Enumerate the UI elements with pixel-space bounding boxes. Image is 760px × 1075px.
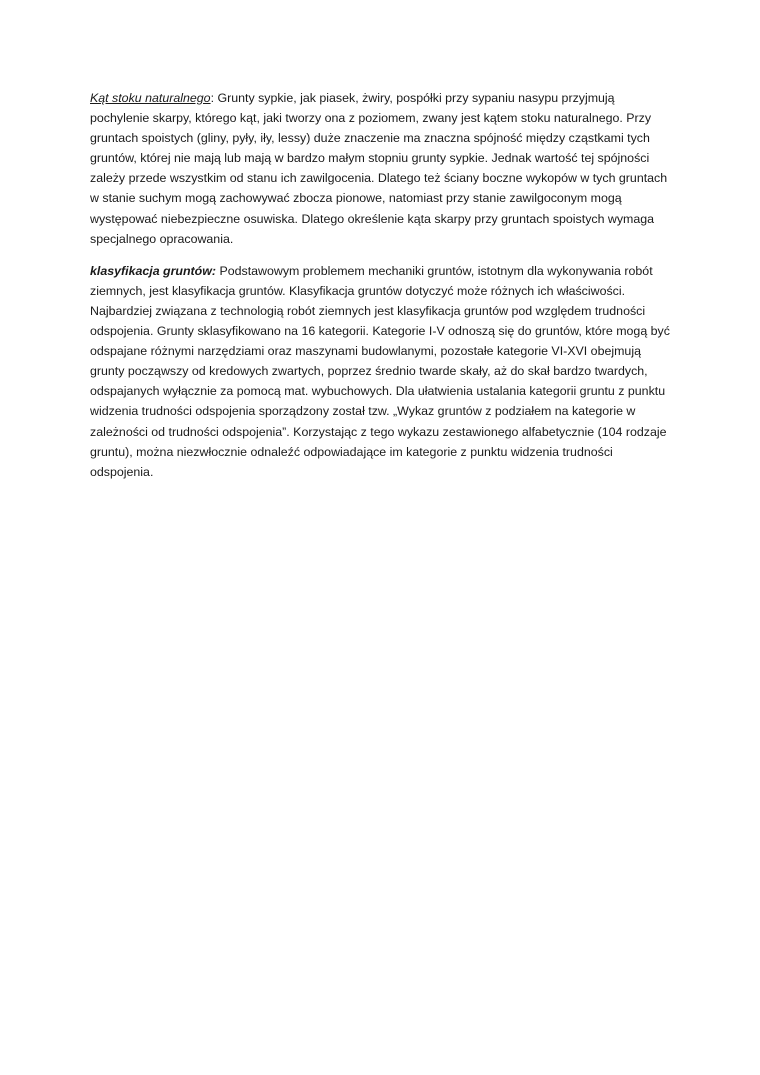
- term-natural-slope-angle: Kąt stoku naturalnego: [90, 91, 211, 105]
- term-separator: :: [210, 91, 215, 105]
- term-soil-classification: klasyfikacja gruntów:: [90, 263, 217, 278]
- paragraph-soil-classification: [90, 261, 676, 482]
- paragraph-body-natural-slope-angle: Grunty sypkie, jak piasek, żwiry, pospółki przy sypaniu nasypu przyjmują pochylenie skarpy, którego kąt, jaki tworzy ona z poziomem, zwany jest kątem stoku naturalnego. Przy gruntach spoistych (gliny, pyły, iły, lessy) duże znaczenie ma znaczna spójność między cząstkami tych gruntów, której nie mają lub mają w bardzo małym stopniu grunty sypkie. Jednak wartość tej spójności zależy przede wszystkim od stanu ich zawilgocenia. Dlatego też ściany boczne wykopów w tych gruntach w stanie suchym mogą zachowywać zbocza pionowe, natomiast przy stanie zawilgoconym mogą występować niebezpieczne osuwiska. Dlatego określenie kąta skarpy przy gruntach spoistych wymaga specjalnego opracowania.: [90, 91, 668, 246]
- paragraph-natural-slope-angle: [90, 88, 676, 249]
- paragraph-body-soil-classification: Podstawowym problemem mechaniki gruntów, istotnym dla wykonywania robót ziemnych, jest klasyfikacja gruntów. Klasyfikacja gruntów dotyczyć może różnych ich właściwości. Najbardziej związana z technologią robót ziemnych jest klasyfikacja gruntów pod względem trudności odspojenia. Grunty sklasyfikowano na 16 kategorii. Kategorie I-V odnoszą się do gruntów, które mogą być odspajane różnymi narzędziami oraz maszynami budowlanymi, pozostałe kategorie VI-XVI obejmują grunty począwszy od kredowych zwartych, poprzez średnio twarde skały, aż do skał bardzo twardych, odspajanych wyłącznie za pomocą mat. wybuchowych. Dla ułatwienia ustalania kategorii gruntu z punktu widzenia trudności odspojenia sporządzony został tzw. „Wykaz gruntów z podziałem na kategorie w zależności od trudności odspojenia”. Korzystając z tego wykazu zestawionego alfabetycznie (104 rodzaje gruntu), można niezwłocznie odnaleźć odpowiadające im kategorie z punktu widzenia trudności odspojenia.: [90, 263, 670, 479]
- document-body: [90, 88, 676, 494]
